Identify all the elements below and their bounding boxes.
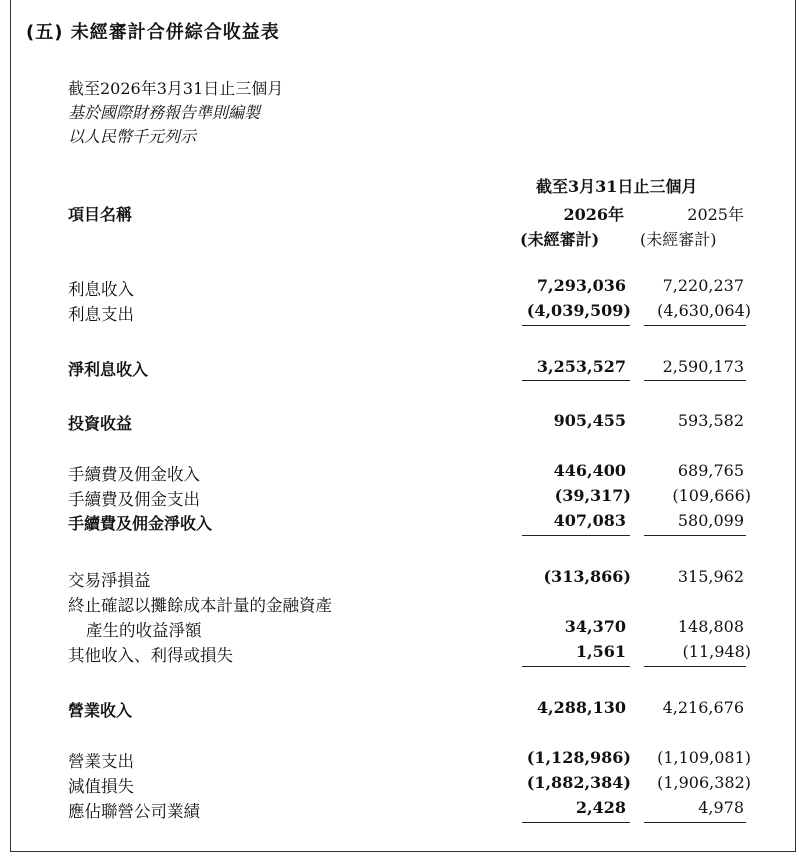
total-rule (522, 380, 630, 381)
unit-description: 以人民幣千元列示 (68, 127, 197, 146)
row-value-2026-interest-income: 7,293,036 (536, 276, 626, 295)
row-value-2025-associates-results: 4,978 (698, 798, 744, 817)
subtotal-rule (644, 325, 746, 326)
row-label-trading-gains: 交易淨損益 (68, 571, 151, 590)
row-label-fee-expense: 手續費及佣金支出 (68, 490, 200, 509)
subtotal-rule (522, 325, 630, 326)
row-value-2026-net-interest-income: 3,253,527 (536, 357, 626, 376)
row-value-2025-net-interest-income: 2,590,173 (662, 357, 744, 376)
period-description: 截至2026年3月31日止三個月 (68, 79, 284, 98)
col2-year-header: 2025年 (687, 205, 744, 224)
row-value-2026-operating-income: 4,288,130 (536, 698, 626, 717)
row-value-2026-investment-income: 905,455 (553, 411, 626, 430)
row-label-net-fee-income: 手續費及佣金淨收入 (68, 514, 213, 533)
col1-audit-note: (未經審計) (520, 230, 600, 249)
row-value-2026-fee-income: 446,400 (553, 461, 626, 480)
row-label-net-interest-income: 淨利息收入 (68, 360, 149, 379)
row-value-2025-fee-expense: (109,666) (672, 486, 751, 505)
row-value-2025-derecognition: 148,808 (677, 617, 744, 636)
subtotal-rule (522, 666, 630, 667)
row-value-2026-interest-expense: (4,039,509) (526, 301, 631, 320)
subtotal-rule (644, 666, 746, 667)
row-value-2025-impairment-losses: (1,906,382) (657, 773, 751, 792)
row-label-operating-income: 營業收入 (68, 701, 133, 720)
row-value-2026-associates-results: 2,428 (575, 798, 626, 817)
row-value-2025-net-fee-income: 580,099 (677, 511, 744, 530)
row-value-2026-net-fee-income: 407,083 (553, 511, 626, 530)
col2-audit-note: (未經審計) (640, 230, 717, 249)
row-value-2026-trading-gains: (313,866) (543, 567, 631, 586)
row-label-derecognition-line1: 終止確認以攤餘成本計量的金融資產 (68, 596, 332, 615)
row-value-2025-trading-gains: 315,962 (677, 567, 744, 586)
period-column-header: 截至3月31日止三個月 (536, 177, 698, 196)
col1-year-header: 2026年 (563, 205, 624, 224)
subtotal-rule (522, 822, 630, 823)
row-label-operating-expenses: 營業支出 (68, 752, 134, 771)
row-value-2026-other-income: 1,561 (575, 642, 626, 661)
total-rule (644, 535, 746, 536)
total-rule (644, 380, 746, 381)
row-label-impairment-losses: 減值損失 (68, 777, 134, 796)
row-label-investment-income: 投資收益 (68, 414, 133, 433)
row-value-2026-fee-expense: (39,317) (554, 486, 631, 505)
row-value-2026-impairment-losses: (1,882,384) (526, 773, 631, 792)
row-value-2026-operating-expenses: (1,128,986) (526, 748, 631, 767)
row-label-other-income: 其他收入、利得或損失 (68, 646, 233, 665)
basis-description: 基於國際財務報告準則編製 (68, 103, 261, 122)
total-rule (522, 535, 630, 536)
subtotal-rule (644, 822, 746, 823)
row-value-2026-derecognition: 34,370 (564, 617, 626, 636)
row-value-2025-operating-expenses: (1,109,081) (657, 748, 751, 767)
row-value-2025-interest-income: 7,220,237 (662, 276, 744, 295)
row-label-fee-income: 手續費及佣金收入 (68, 465, 200, 484)
row-value-2025-operating-income: 4,216,676 (662, 698, 744, 717)
row-value-2025-investment-income: 593,582 (677, 411, 744, 430)
section-title: (五) 未經審計合併綜合收益表 (26, 22, 280, 43)
row-value-2025-other-income: (11,948) (682, 642, 751, 661)
item-column-header: 項目名稱 (68, 205, 133, 224)
row-value-2025-interest-expense: (4,630,064) (657, 301, 751, 320)
row-label-associates-results: 應佔聯營公司業績 (68, 802, 200, 821)
row-label-interest-expense: 利息支出 (68, 305, 134, 324)
row-label-interest-income: 利息收入 (68, 280, 134, 299)
row-value-2025-fee-income: 689,765 (677, 461, 744, 480)
row-label-derecognition-line2: 產生的收益淨額 (86, 621, 202, 640)
